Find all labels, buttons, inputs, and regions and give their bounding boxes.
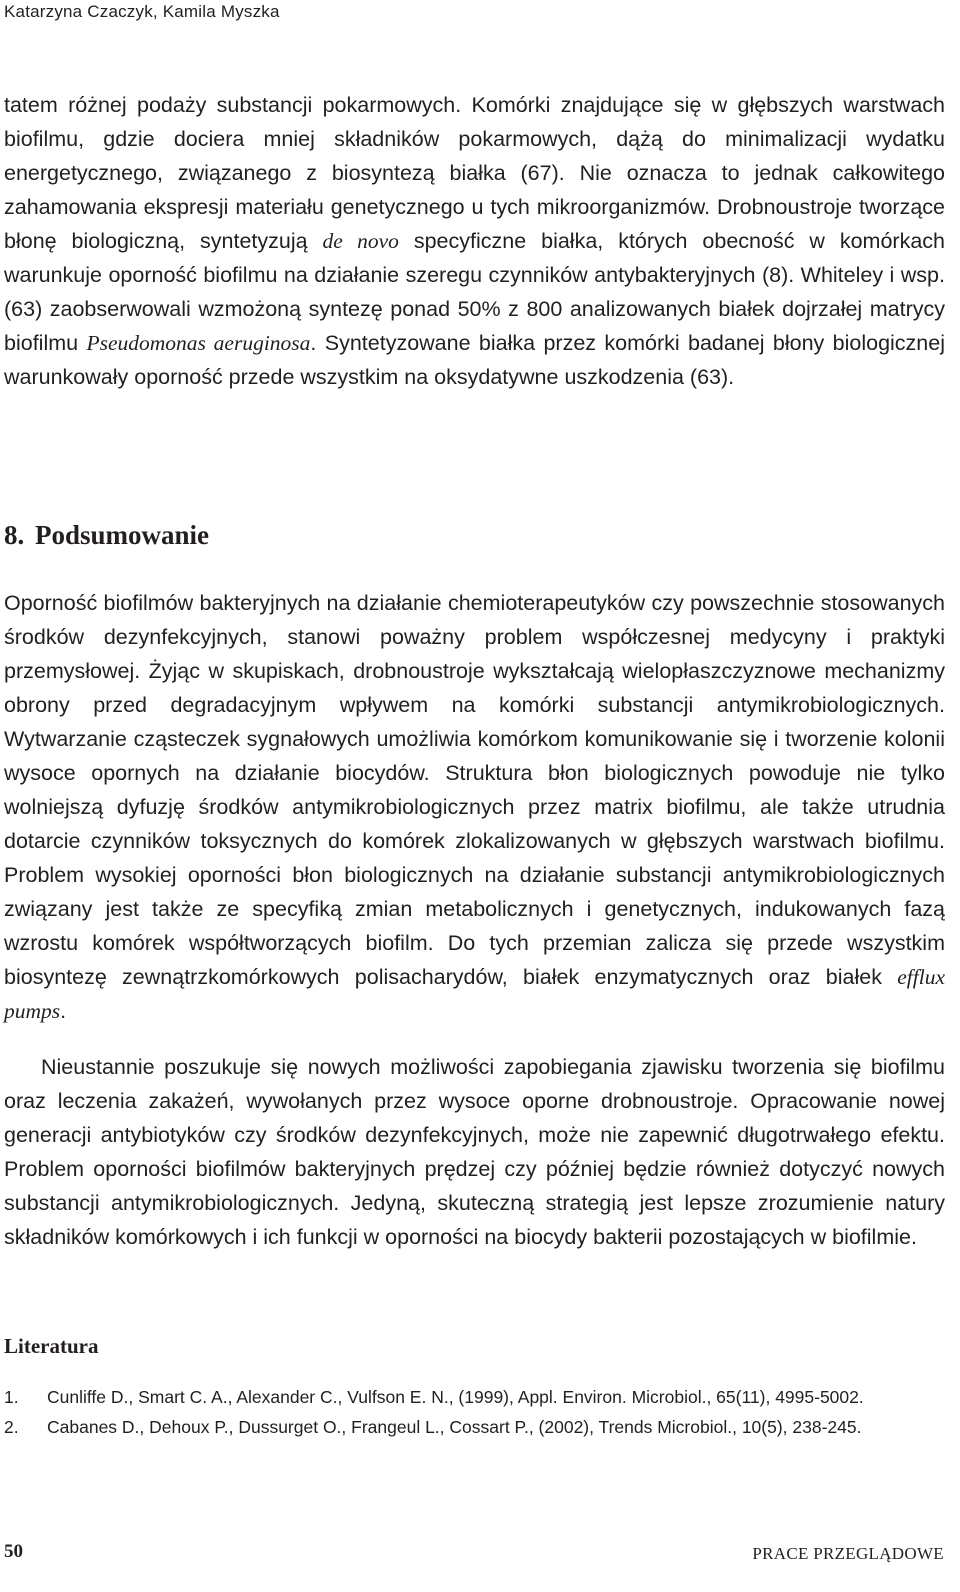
- italic-species-name: Pseudomonas aeruginosa: [86, 331, 311, 355]
- reference-item: [4, 1385, 945, 1410]
- page-number: 50: [4, 1541, 23, 1562]
- section-number: 8.: [4, 520, 25, 550]
- reference-text: Cabanes D., Dehoux P., Dussurget O., Frangeul L., Cossart P., (2002), Trends Microbiol., 10(5), 238-245.: [47, 1417, 862, 1437]
- reference-list: [4, 1385, 945, 1445]
- paragraph-text: . Syntetyzowane białka przez komórki badanej błony biologicznej warunkowały oporność przede wszystkim na oksydatywne uszkodzenia (63).: [4, 331, 946, 389]
- reference-number: 1.: [4, 1387, 19, 1407]
- paragraph-text: specyficzne białka, których obecność w komórkach warunkuje oporność biofilmu na działanie szeregu czynników antybakteryjnych (8). Whiteley i wsp. (63) zaobserwowali wzmożoną syntezę ponad 50% z 800 analizowanych białek dojrzałej matrycy biofilmu: [4, 229, 945, 355]
- references-heading: Literatura: [4, 1334, 99, 1358]
- reference-item: [4, 1415, 945, 1440]
- running-footer-section: PRACE PRZEGLĄDOWE: [752, 1544, 944, 1563]
- section-title: Podsumowanie: [35, 520, 210, 550]
- italic-term-de-novo: de novo: [322, 229, 399, 253]
- section-heading: [4, 520, 209, 551]
- body-paragraph-1: [4, 88, 945, 394]
- reference-number: 2.: [4, 1417, 19, 1437]
- summary-paragraph-2: Nieustannie poszukuje się nowych możliwości zapobiegania zjawisku tworzenia się biofilmu oraz leczenia zakażeń, wywołanych przez wysoce oporne drobnoustroje. Opracowanie nowej generacji antybiotyków czy środków dezynfekcyjnych, może nie zapewnić długotrwałego efektu. Problem oporności biofilmów bakteryjnych prędzej czy później będzie również dotyczyć nowych substancji antymikrobiologicznych. Jedyną, skuteczną strategią jest lepsze zrozumienie natury składników komórkowych i ich funkcji w oporności na biocydy bakterii pozostających w biofilmie.: [4, 1055, 945, 1249]
- reference-text: Cunliffe D., Smart C. A., Alexander C., Vulfson E. N., (1999), Appl. Environ. Microbiol., 65(11), 4995-5002.: [47, 1387, 864, 1407]
- paragraph-text: tatem różnej podaży substancji pokarmowych. Komórki znajdujące się w głębszych warstwach biofilmu, gdzie dociera mniej składników pokarmowych, dążą do minimalizacji wydatku energetycznego, związanego z biosyntezą białka (67). Nie oznacza to jednak całkowitego zahamowania ekspresji materiału genetycznego u tych mikroorganizmów. Drobnoustroje tworzące błonę biologiczną, syntetyzują: [4, 93, 945, 253]
- paragraph-text: .: [60, 999, 67, 1023]
- running-header-authors: Katarzyna Czaczyk, Kamila Myszka: [4, 2, 280, 21]
- italic-term-efflux-pumps: efflux pumps: [4, 965, 945, 1023]
- summary-paragraph-1: [4, 586, 945, 1028]
- paragraph-text: Oporność biofilmów bakteryjnych na działanie chemioterapeutyków czy powszechnie stosowanych środków dezynfekcyjnych, stanowi poważny problem współczesnej medycyny i praktyki przemysłowej. Żyjąc w skupiskach, drobnoustroje wykształcają wielopłaszczyznowe mechanizmy obrony przed degradacyjnym wpływem na komórki substancji antymikrobiologicznych. Wytwarzanie cząsteczek sygnałowych umożliwia komórkom komunikowanie się i tworzenie kolonii wysoce opornych na działanie biocydów. Struktura błon biologicznych powoduje nie tylko wolniejszą dyfuzję środków antymikrobiologicznych przez matrix biofilmu, ale także utrudnia dotarcie czynników toksycznych do komórek zlokalizowanych w głębszych warstwach biofilmu. Problem wysokiej oporności błon biologicznych na działanie substancji antymikrobiologicznych związany jest także ze specyfiką zmian metabolicznych i genetycznych, indukowanych fazą wzrostu komórek współtworzących biofilm. Do tych przemian zalicza się przede wszystkim biosyntezę zewnątrzkomórkowych polisacharydów, białek enzymatycznych oraz białek: [4, 591, 945, 989]
